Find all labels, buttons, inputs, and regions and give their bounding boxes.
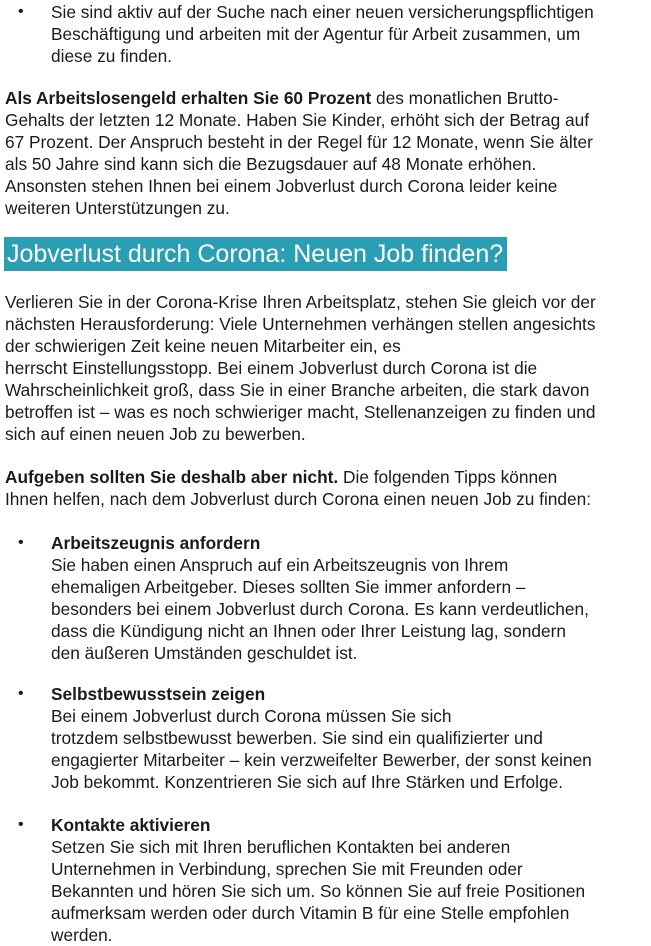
tip-text (51, 683, 645, 793)
text-line: Unternehmen in Verbindung, sprechen Sie mit Freunden oder (51, 859, 523, 879)
text-line: nächsten Herausforderung: Viele Unternehmen verhängen stellen angesichts (5, 314, 596, 334)
text-line (5, 466, 647, 488)
text-line: Wahrscheinlichkeit groß, dass Sie in einer Branche arbeiten, die stark davon (5, 380, 590, 400)
tip-title: Arbeitszeugnis anfordern (51, 533, 261, 553)
benefit-paragraph (5, 87, 647, 219)
text-line: diese zu finden. (51, 46, 173, 66)
text-line: Bekannten und hören Sie sich um. So können Sie auf freie Positionen (51, 881, 586, 901)
bold-lead: Als Arbeitslosengeld erhalten Sie 60 Prozent (5, 88, 372, 108)
line-rest: des monatlichen Brutto- (371, 88, 559, 108)
bullet-dot: • (18, 685, 24, 702)
text-line: engagierter Mitarbeiter – kein verzweifelter Bewerber, der sonst keinen (51, 750, 592, 770)
text-line: werden. (51, 925, 113, 945)
intro-bullet-text (51, 1, 645, 67)
tip-text (51, 532, 645, 664)
text-line: Verlieren Sie in der Corona-Krise Ihren Arbeitsplatz, stehen Sie gleich vor der (5, 292, 596, 312)
text-line: trotzdem selbstbewusst bewerben. Sie sind ein qualifizierter und (51, 728, 543, 748)
bullet-dot: • (18, 534, 24, 551)
text-line (5, 87, 647, 109)
text-line: Bei einem Jobverlust durch Corona müssen Sie sich (51, 706, 452, 726)
tip-text (51, 814, 645, 946)
text-line: betroffen ist – was es noch schwieriger macht, Stellenanzeigen zu finden und (5, 402, 596, 422)
text-line: weiteren Unterstützungen zu. (5, 198, 230, 218)
text-line: besonders bei einem Jobverlust durch Corona. Es kann verdeutlichen, (51, 599, 589, 619)
text-line: aufmerksam werden oder durch Vitamin B für eine Stelle empfohlen (51, 903, 570, 923)
tip-title: Selbstbewusstsein zeigen (51, 684, 266, 704)
text-line: sich auf einen neuen Job zu bewerben. (5, 424, 306, 444)
text-line: herrscht Einstellungsstopp. Bei einem Jobverlust durch Corona ist die (5, 358, 538, 378)
text-line: Sie sind aktiv auf der Suche nach einer neuen versicherungspflichtigen (51, 2, 594, 22)
text-line: Ihnen helfen, nach dem Jobverlust durch Corona einen neuen Job zu finden: (5, 489, 592, 509)
bold-lead: Aufgeben sollten Sie deshalb aber nicht. (5, 467, 339, 487)
text-line: Gehalts der letzten 12 Monate. Haben Sie Kinder, erhöht sich der Betrag auf (5, 110, 590, 130)
tip-title: Kontakte aktivieren (51, 815, 211, 835)
text-line: Beschäftigung und arbeiten mit der Agentur für Arbeit zusammen, um (51, 24, 581, 44)
text-line: der schwierigen Zeit keine neuen Mitarbeiter ein, es (5, 336, 401, 356)
bullet-dot: • (18, 3, 24, 20)
text-line: dass die Kündigung nicht an Ihnen oder Ihrer Leistung lag, sondern (51, 621, 566, 641)
text-line: Setzen Sie sich mit Ihren beruflichen Kontakten bei anderen (51, 837, 511, 857)
job-paragraph (5, 291, 647, 445)
text-line: 67 Prozent. Der Anspruch besteht in der Regel für 12 Monate, wenn Sie älter (5, 132, 593, 152)
text-line: den äußeren Umständen geschuldet ist. (51, 643, 358, 663)
section-heading: Jobverlust durch Corona: Neuen Job finden? (4, 237, 507, 271)
text-line: ehemaligen Arbeitgeber. Dieses sollten Sie immer anfordern – (51, 577, 526, 597)
text-line: Job bekommt. Konzentrieren Sie sich auf Ihre Stärken und Erfolge. (51, 772, 563, 792)
bullet-dot: • (18, 816, 24, 833)
text-line: Ansonsten stehen Ihnen bei einem Jobverlust durch Corona leider keine (5, 176, 558, 196)
line-rest: Die folgenden Tipps können (338, 467, 558, 487)
tips-intro-paragraph (5, 466, 647, 510)
text-line: als 50 Jahre sind kann sich die Bezugsdauer auf 48 Monate erhöhen. (5, 154, 537, 174)
text-line: Sie haben einen Anspruch auf ein Arbeitszeugnis von Ihrem (51, 555, 509, 575)
